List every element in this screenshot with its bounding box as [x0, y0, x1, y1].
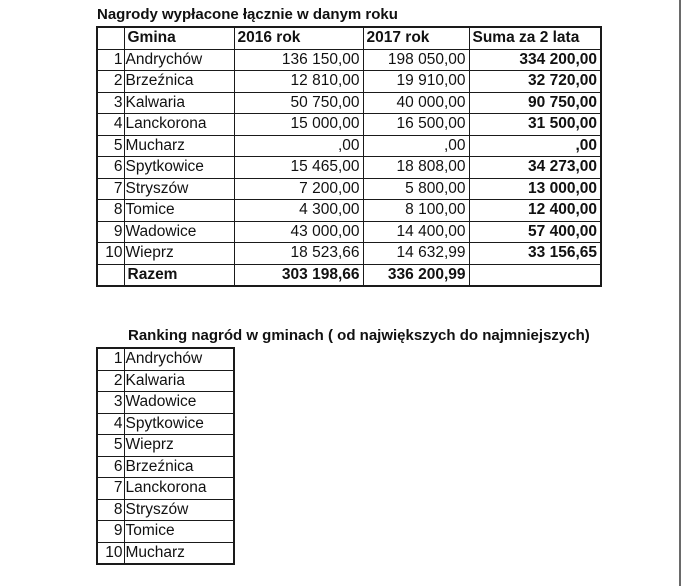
row-index-cell: 10: [97, 243, 124, 265]
sum-cell: 33 156,65: [469, 243, 601, 265]
rank-number-cell: 3: [97, 392, 124, 414]
row-index-cell: 6: [97, 157, 124, 179]
gmina-cell: Lanckorona: [124, 114, 234, 136]
value-2016-cell: 43 000,00: [234, 221, 363, 243]
total-2016-cell: 303 198,66: [234, 264, 363, 286]
summary-row: [97, 49, 601, 71]
rank-number-cell: 5: [97, 435, 124, 457]
summary-row: [97, 157, 601, 179]
value-2017-cell: 16 500,00: [363, 114, 469, 136]
value-2016-cell: ,00: [234, 135, 363, 157]
rank-number-cell: 4: [97, 413, 124, 435]
summary-row: [97, 135, 601, 157]
value-2017-cell: 19 910,00: [363, 71, 469, 93]
summary-row: [97, 243, 601, 265]
ranking-title: Ranking nagród w gminach ( od największych do najmniejszych): [128, 327, 590, 344]
rank-gmina-cell: Stryszów: [124, 499, 234, 521]
row-index-cell: 5: [97, 135, 124, 157]
rank-number-cell: 6: [97, 456, 124, 478]
value-2017-cell: 40 000,00: [363, 92, 469, 114]
rank-number-cell: 7: [97, 478, 124, 500]
total-index-cell: [97, 264, 124, 286]
row-index-cell: 8: [97, 200, 124, 222]
rank-gmina-cell: Wieprz: [124, 435, 234, 457]
sum-cell: ,00: [469, 135, 601, 157]
value-2017-cell: 14 632,99: [363, 243, 469, 265]
summary-row: [97, 200, 601, 222]
gmina-cell: Mucharz: [124, 135, 234, 157]
sum-cell: 57 400,00: [469, 221, 601, 243]
summary-header-row: [97, 27, 601, 49]
rank-gmina-cell: Kalwaria: [124, 370, 234, 392]
gmina-cell: Wieprz: [124, 243, 234, 265]
rank-number-cell: 1: [97, 348, 124, 370]
ranking-table: [96, 347, 235, 565]
value-2017-cell: 198 050,00: [363, 49, 469, 71]
value-2016-cell: 12 810,00: [234, 71, 363, 93]
header-index-cell: [97, 27, 124, 49]
gmina-cell: Andrychów: [124, 49, 234, 71]
value-2016-cell: 136 150,00: [234, 49, 363, 71]
value-2016-cell: 7 200,00: [234, 178, 363, 200]
value-2016-cell: 15 465,00: [234, 157, 363, 179]
value-2016-cell: 50 750,00: [234, 92, 363, 114]
ranking-row: [97, 542, 234, 564]
header-sum: Suma za 2 lata: [469, 27, 601, 49]
value-2016-cell: 15 000,00: [234, 114, 363, 136]
rank-number-cell: 9: [97, 521, 124, 543]
gmina-cell: Stryszów: [124, 178, 234, 200]
rank-number-cell: 8: [97, 499, 124, 521]
header-2017: 2017 rok: [363, 27, 469, 49]
gmina-cell: Spytkowice: [124, 157, 234, 179]
sum-cell: 90 750,00: [469, 92, 601, 114]
sum-cell: 334 200,00: [469, 49, 601, 71]
ranking-row: [97, 370, 234, 392]
sum-cell: 13 000,00: [469, 178, 601, 200]
ranking-row: [97, 478, 234, 500]
total-sum-cell: [469, 264, 601, 286]
rank-gmina-cell: Spytkowice: [124, 413, 234, 435]
row-index-cell: 4: [97, 114, 124, 136]
rank-gmina-cell: Lanckorona: [124, 478, 234, 500]
page-edge-divider: [679, 0, 681, 586]
summary-table: [96, 26, 602, 287]
rank-number-cell: 10: [97, 542, 124, 564]
value-2017-cell: 14 400,00: [363, 221, 469, 243]
rank-gmina-cell: Andrychów: [124, 348, 234, 370]
gmina-cell: Kalwaria: [124, 92, 234, 114]
ranking-row: [97, 521, 234, 543]
header-2016: 2016 rok: [234, 27, 363, 49]
gmina-cell: Wadowice: [124, 221, 234, 243]
ranking-row: [97, 348, 234, 370]
sum-cell: 12 400,00: [469, 200, 601, 222]
sum-cell: 34 273,00: [469, 157, 601, 179]
value-2017-cell: 8 100,00: [363, 200, 469, 222]
value-2017-cell: ,00: [363, 135, 469, 157]
ranking-row: [97, 413, 234, 435]
ranking-row: [97, 456, 234, 478]
ranking-row: [97, 392, 234, 414]
ranking-row: [97, 435, 234, 457]
summary-row: [97, 114, 601, 136]
gmina-cell: Brzeźnica: [124, 71, 234, 93]
summary-title: Nagrody wypłacone łącznie w danym roku: [97, 6, 398, 23]
row-index-cell: 1: [97, 49, 124, 71]
rank-gmina-cell: Wadowice: [124, 392, 234, 414]
value-2016-cell: 18 523,66: [234, 243, 363, 265]
ranking-row: [97, 499, 234, 521]
rank-number-cell: 2: [97, 370, 124, 392]
row-index-cell: 7: [97, 178, 124, 200]
rank-gmina-cell: Brzeźnica: [124, 456, 234, 478]
gmina-cell: Tomice: [124, 200, 234, 222]
value-2017-cell: 5 800,00: [363, 178, 469, 200]
header-gmina: Gmina: [124, 27, 234, 49]
total-label-cell: Razem: [124, 264, 234, 286]
summary-row: [97, 71, 601, 93]
total-2017-cell: 336 200,99: [363, 264, 469, 286]
sum-cell: 32 720,00: [469, 71, 601, 93]
rank-gmina-cell: Tomice: [124, 521, 234, 543]
rank-gmina-cell: Mucharz: [124, 542, 234, 564]
summary-row: [97, 92, 601, 114]
value-2017-cell: 18 808,00: [363, 157, 469, 179]
summary-total-row: [97, 264, 601, 286]
sum-cell: 31 500,00: [469, 114, 601, 136]
row-index-cell: 3: [97, 92, 124, 114]
row-index-cell: 9: [97, 221, 124, 243]
value-2016-cell: 4 300,00: [234, 200, 363, 222]
summary-row: [97, 221, 601, 243]
row-index-cell: 2: [97, 71, 124, 93]
summary-row: [97, 178, 601, 200]
